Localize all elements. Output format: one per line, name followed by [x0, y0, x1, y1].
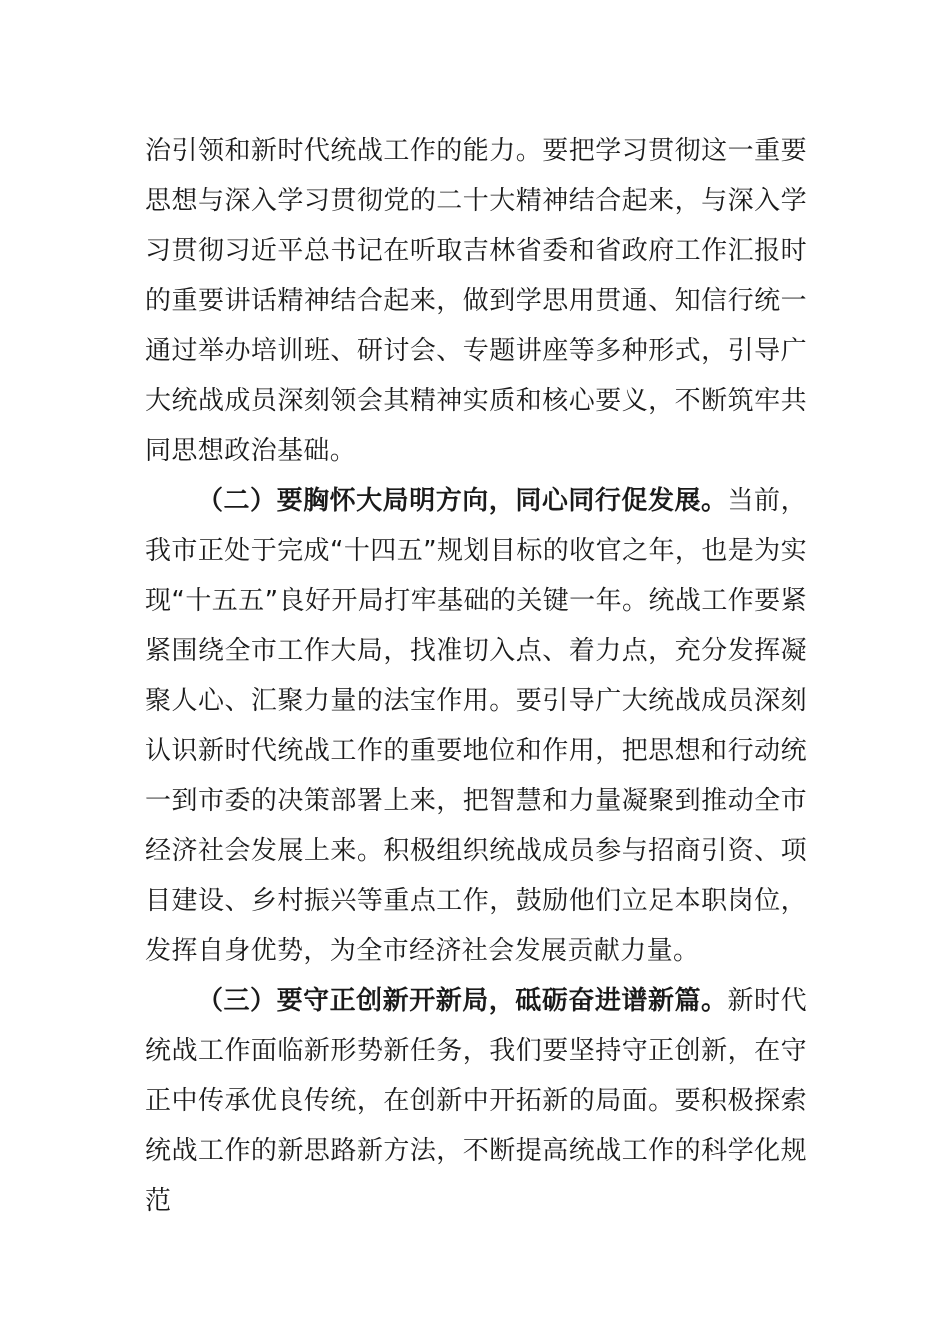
paragraph-2-text: 当前，我市正处于完成“十四五”规划目标的收官之年，也是为实现“十五五”良好开局打牢基础的关键一年。统战工作要紧紧围绕全市工作大局，找准切入点、着力点，充分发挥凝聚人心、汇聚力量的法宝作用。要引导广大统战成员深刻认识新时代统战工作的重要地位和作用，把思想和行动统一到市委的决策部署上来，把智慧和力量凝聚到推动全市经济社会发展上来。积极组织统战成员参与招商引资、项目建设、乡村振兴等重点工作，鼓励他们立足本职岗位，发挥自身优势，为全市经济社会发展贡献力量。 [145, 486, 807, 966]
paragraph-3-text: 新时代统战工作面临新形势新任务，我们要坚持守正创新，在守正中传承优良传统，在创新中开拓新的局面。要积极探索统战工作的新思路新方法，不断提高统战工作的科学化规范 [145, 986, 807, 1216]
paragraph-2 [145, 476, 807, 976]
paragraph-2-heading: （二）要胸怀大局明方向，同心同行促发展。 [197, 486, 728, 516]
paragraph-1 [145, 126, 807, 476]
paragraph-3 [145, 976, 807, 1226]
paragraph-1-text: 治引领和新时代统战工作的能力。要把学习贯彻这一重要思想与深入学习贯彻党的二十大精神结合起来，与深入学习贯彻习近平总书记在听取吉林省委和省政府工作汇报时的重要讲话精神结合起来，做到学思用贯通、知信行统一通过举办培训班、研讨会、专题讲座等多种形式，引导广大统战成员深刻领会其精神实质和核心要义，不断筑牢共同思想政治基础。 [145, 136, 807, 466]
document-body [145, 126, 807, 1226]
paragraph-3-heading: （三）要守正创新开新局，砥砺奋进谱新篇。 [197, 986, 728, 1016]
